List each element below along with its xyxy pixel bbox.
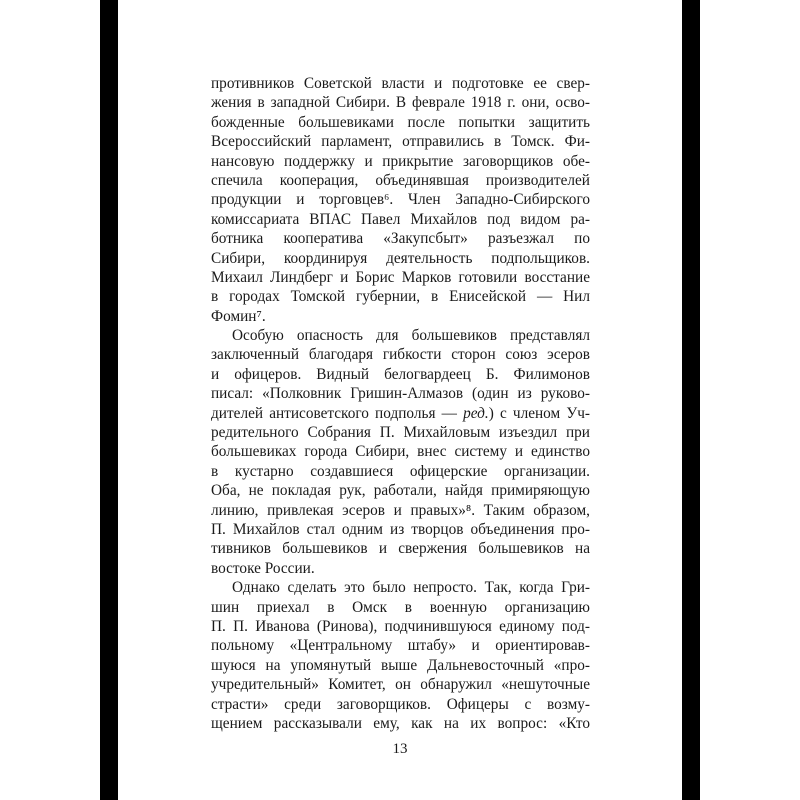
text-line: Сибири, координируя деятельность подпольщиков.: [211, 249, 590, 267]
text-line: тивников большевиков и свержения большевиков на: [211, 540, 590, 558]
text-line: и офицеров. Видный белогвардеец Б. Филимонов: [211, 365, 590, 383]
page-body-text: [211, 74, 590, 733]
text-line: спечила кооперация, объединявшая производителей: [211, 171, 590, 189]
text-line: Михаил Линдберг и Борис Марков готовили восстание: [211, 268, 590, 286]
text-line: учредительный» Комитет, он обнаружил «нешуточные: [211, 676, 590, 694]
text-line: комиссариата ВПАС Павел Михайлов под видом ра-: [211, 210, 590, 228]
text-line: продукции и торговцев⁶. Член Западно-Сибирского: [211, 191, 590, 209]
text-line: писал: «Полковник Гришин-Алмазов (один из руково-: [211, 385, 590, 403]
text-line: Фомин⁷.: [211, 307, 266, 325]
text-line: противников Советской власти и подготовке ее свер-: [211, 75, 590, 92]
paragraph: [211, 326, 590, 578]
page-number: 13: [392, 741, 408, 757]
text-line: польному «Центральному штабу» и ориентировав-: [211, 637, 590, 655]
scan-border-right: [682, 0, 700, 800]
text-line: Оба, не покладая рук, работали, найдя примиряющую: [211, 482, 590, 500]
text-line: ботника кооператива «Закупсбыт» разъезжал по: [211, 230, 590, 248]
text-segment: дителей антисоветского подполья —: [211, 404, 464, 422]
text-line: Однако сделать это было непросто. Так, когда Гри-: [232, 579, 590, 597]
text-line: в кустарно создавшиеся офицерские организации.: [211, 462, 590, 480]
text-line: Особую опасность для большевиков представлял: [232, 327, 590, 345]
paragraph: [211, 74, 590, 326]
text-line: в городах Томской губернии, в Енисейской — Нил: [211, 288, 590, 306]
text-line: П. П. Иванова (Ринова), подчинившуюся единому под-: [211, 617, 590, 635]
text-line: шуюся на упомянутый выше Дальневосточный «про-: [211, 656, 590, 674]
text-line: Всероссийский парламент, отправились в Томск. Фи-: [211, 133, 590, 151]
text-line: щением рассказывали ему, как на их вопрос: «Кто: [211, 714, 590, 732]
text-line: П. Михайлов стал одним из творцов объединения про-: [211, 520, 590, 538]
text-line: линию, привлекая эсеров и правых»⁸. Таким образом,: [211, 501, 590, 519]
text-line: заключенный благодаря гибкости сторон союз эсеров: [211, 346, 590, 364]
text-segment: ) с членом Уч-: [488, 404, 590, 422]
text-line: нансовую поддержку и прикрытие заговорщиков обе-: [211, 152, 590, 170]
text-line: востоке России.: [211, 559, 315, 577]
text-line: большевиках города Сибири, внес систему и единство: [211, 443, 590, 461]
text-line: жения в западной Сибири. В феврале 1918 г. они, осво-: [211, 94, 590, 112]
scan-border-left: [100, 0, 118, 800]
text-line: божденные большевиками после попытки защитить: [211, 113, 590, 131]
paragraph: [211, 578, 590, 733]
text-line: страсти» среди заговорщиков. Офицеры с возму-: [211, 695, 590, 713]
text-line: редительного Собрания П. Михайловым изъездил при: [211, 424, 590, 442]
text-line: [211, 404, 590, 423]
italic-abbreviation: ред.: [463, 404, 489, 422]
text-line: шин приехал в Омск в военную организацию: [211, 598, 590, 616]
